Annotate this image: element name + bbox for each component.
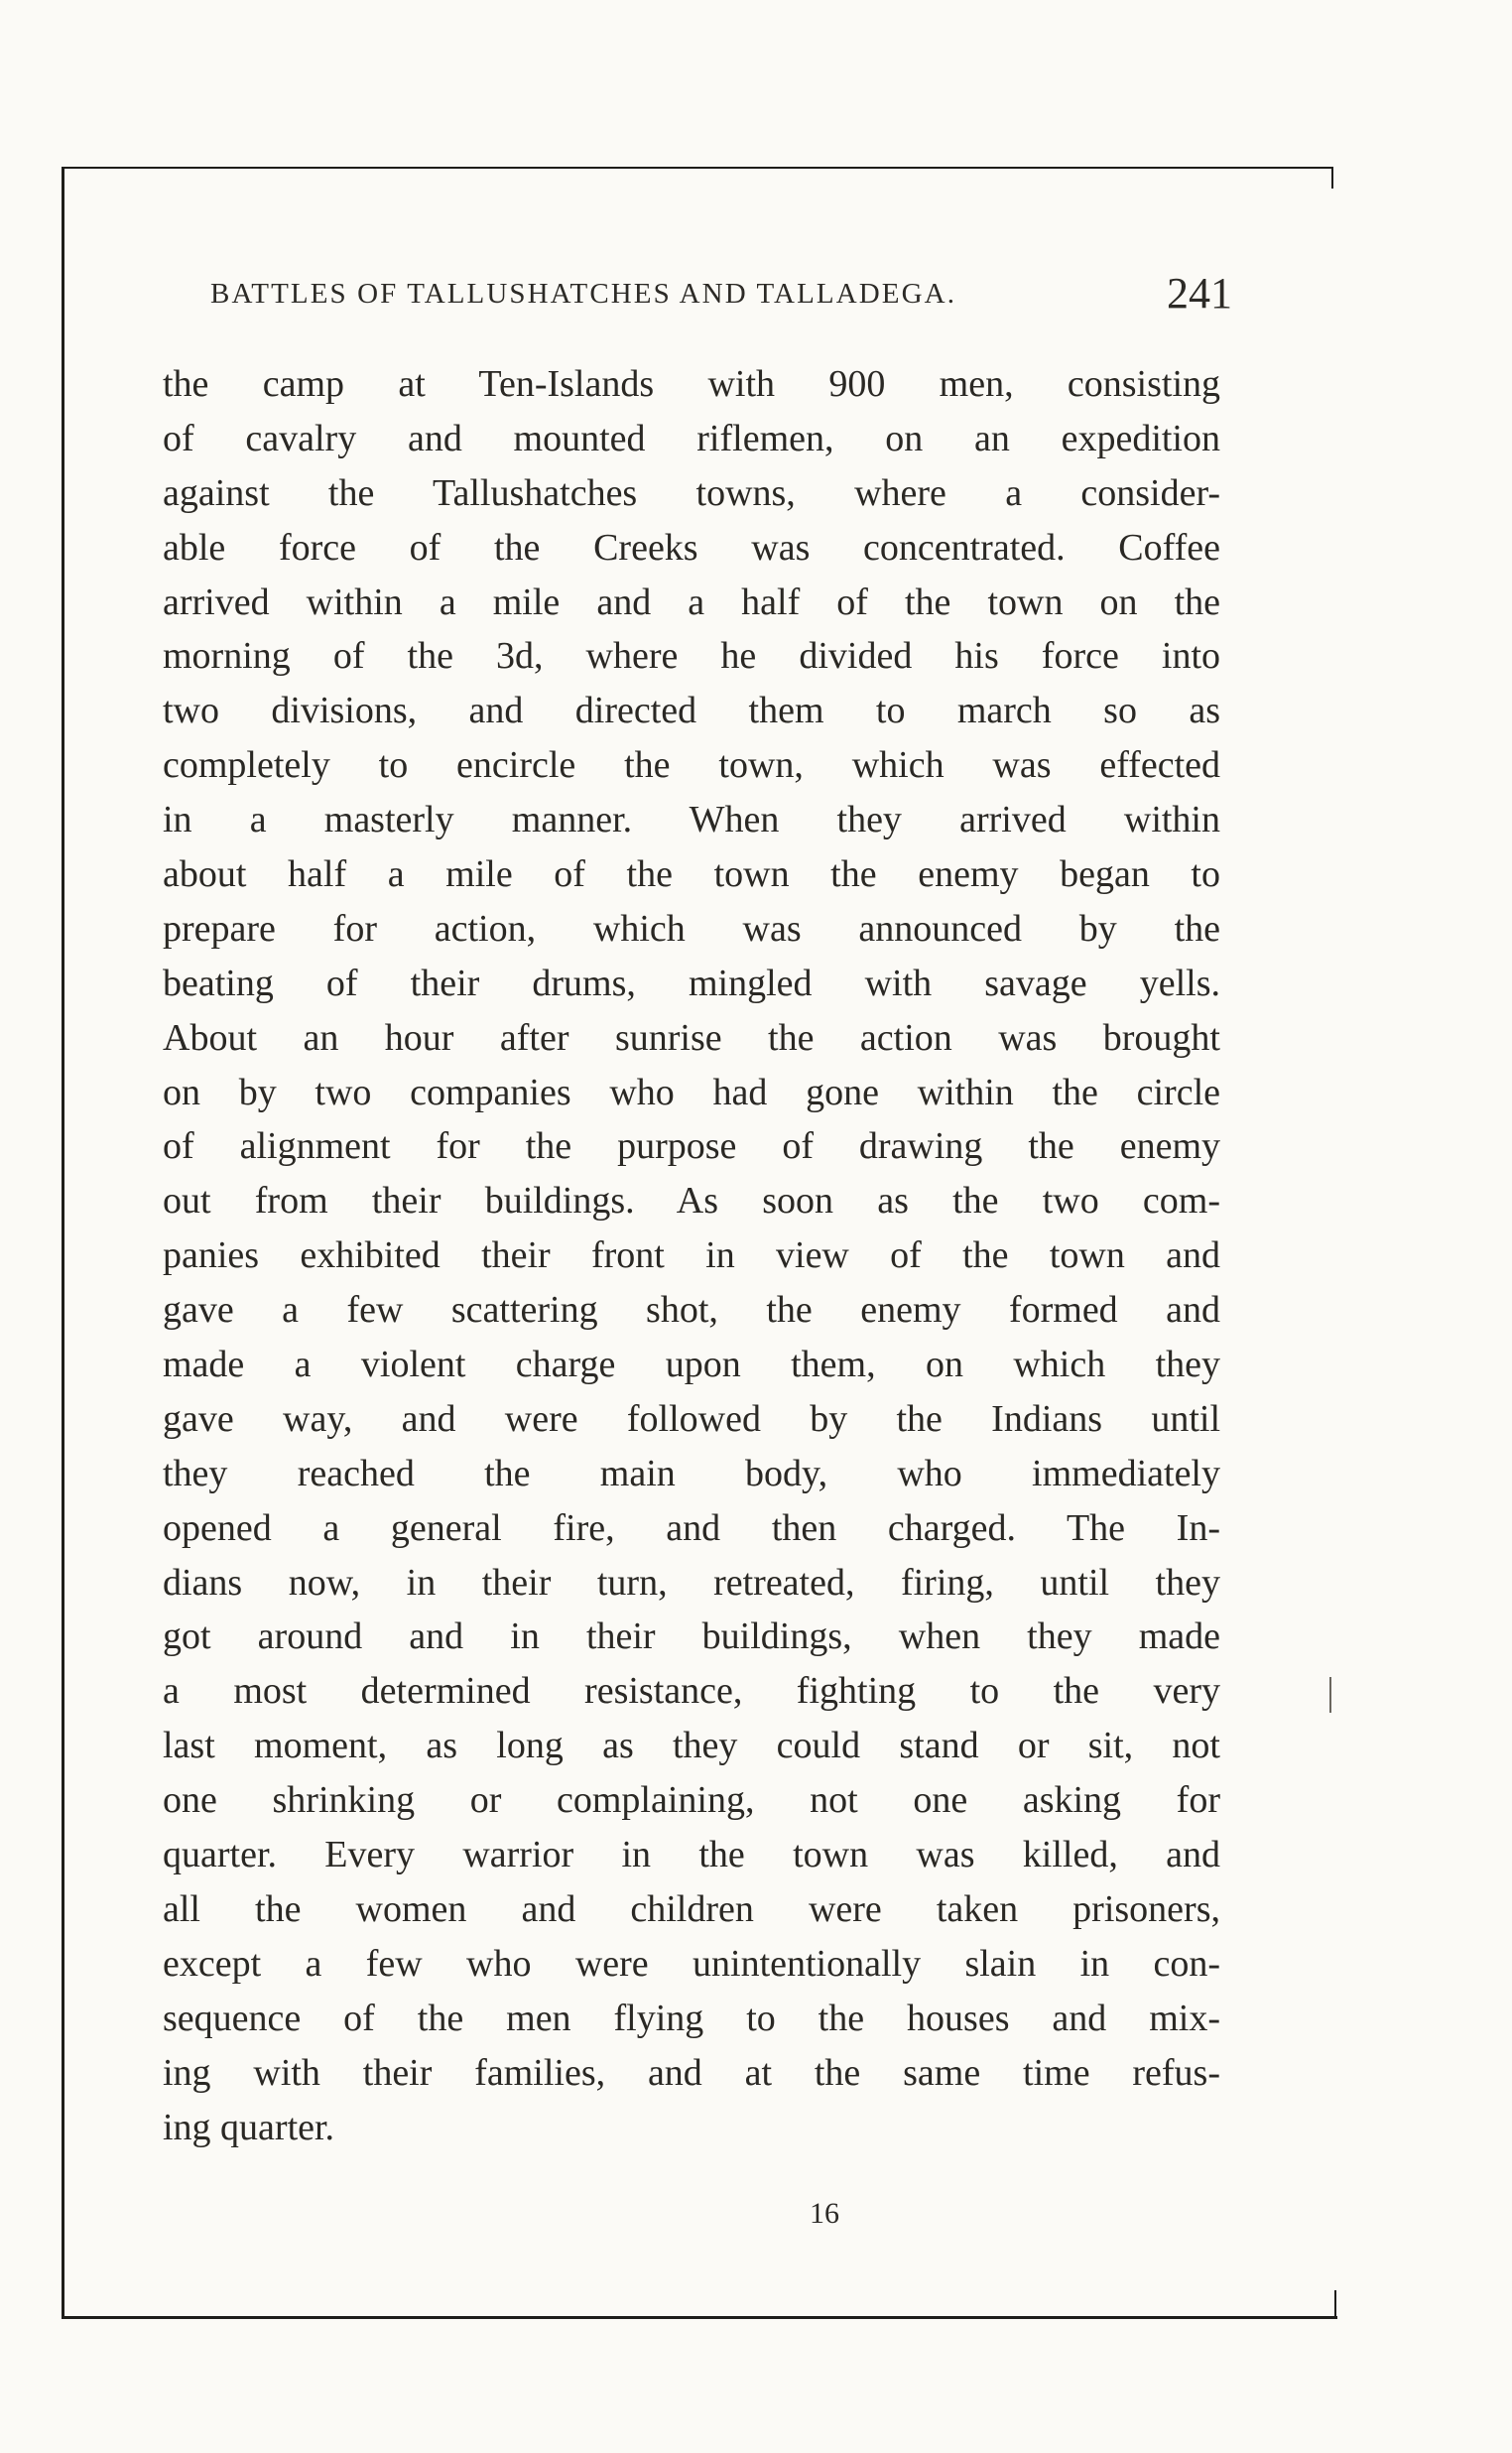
text-line: on by two companies who had gone within the circle: [163, 1071, 1220, 1113]
text-line: made a violent charge upon them, on which they: [163, 1344, 1220, 1386]
page-number: 241: [1167, 269, 1232, 318]
text-line: one shrinking or complaining, not one asking for: [163, 1779, 1220, 1822]
text-line: they reached the main body, who immediately: [163, 1452, 1220, 1494]
text-line: dians now, in their turn, retreated, firing, until they: [163, 1561, 1220, 1604]
text-line: a most determined resistance, fighting to the very: [163, 1670, 1220, 1713]
text-line: two divisions, and directed them to march so as: [163, 690, 1220, 732]
running-head: [210, 268, 1232, 318]
text-line: quarter. Every warrior in the town was killed, and: [163, 1834, 1220, 1876]
text-line: arrived within a mile and a half of the town on the: [163, 581, 1220, 623]
text-line: completely to encircle the town, which was effected: [163, 744, 1220, 787]
text-line: against the Tallushatches towns, where a consider-: [163, 471, 1220, 514]
text-line: all the women and children were taken prisoners,: [163, 1887, 1220, 1930]
page-frame-left-rule: [62, 167, 64, 2318]
text-line: beating of their drums, mingled with savage yells.: [163, 962, 1220, 1004]
text-line: gave a few scattering shot, the enemy formed and: [163, 1289, 1220, 1332]
page-frame-top-rule: [62, 167, 1333, 169]
text-line: of alignment for the purpose of drawing the enemy: [163, 1125, 1220, 1168]
text-line: last moment, as long as they could stand or sit, not: [163, 1725, 1220, 1767]
text-line: gave way, and were followed by the Indians until: [163, 1397, 1220, 1440]
page-edge-mark: [1329, 1677, 1331, 1713]
text-line: sequence of the men flying to the houses and mix-: [163, 1997, 1220, 2039]
running-head-title: BATTLES OF TALLUSHATCHES AND TALLADEGA.: [210, 278, 957, 310]
body-text: [163, 357, 1220, 2154]
text-line: the camp at Ten-Islands with 900 men, consisting: [163, 363, 1220, 405]
page-frame-bottom-rule: [62, 2316, 1337, 2319]
text-line: able force of the Creeks was concentrated. Coffee: [163, 526, 1220, 569]
text-line: about half a mile of the town the enemy began to: [163, 853, 1220, 896]
text-line: of cavalry and mounted riflemen, on an expedition: [163, 417, 1220, 459]
page-frame-corner-tick: [1331, 167, 1333, 189]
text-line: got around and in their buildings, when they made: [163, 1615, 1220, 1658]
signature-mark: 16: [810, 2197, 839, 2230]
text-line: About an hour after sunrise the action was brought: [163, 1016, 1220, 1059]
text-line: ing with their families, and at the same time refus-: [163, 2051, 1220, 2094]
text-line: in a masterly manner. When they arrived within: [163, 799, 1220, 841]
text-line: morning of the 3d, where he divided his force into: [163, 635, 1220, 678]
text-line: panies exhibited their front in view of the town and: [163, 1234, 1220, 1277]
text-line: out from their buildings. As soon as the two com-: [163, 1180, 1220, 1223]
text-line: prepare for action, which was announced by the: [163, 907, 1220, 950]
text-line: except a few who were unintentionally slain in con-: [163, 1942, 1220, 1985]
text-line-last: ing quarter.: [163, 2106, 335, 2148]
text-line: opened a general fire, and then charged. The In-: [163, 1506, 1220, 1549]
page-frame-bottom-tick: [1334, 2290, 1336, 2318]
